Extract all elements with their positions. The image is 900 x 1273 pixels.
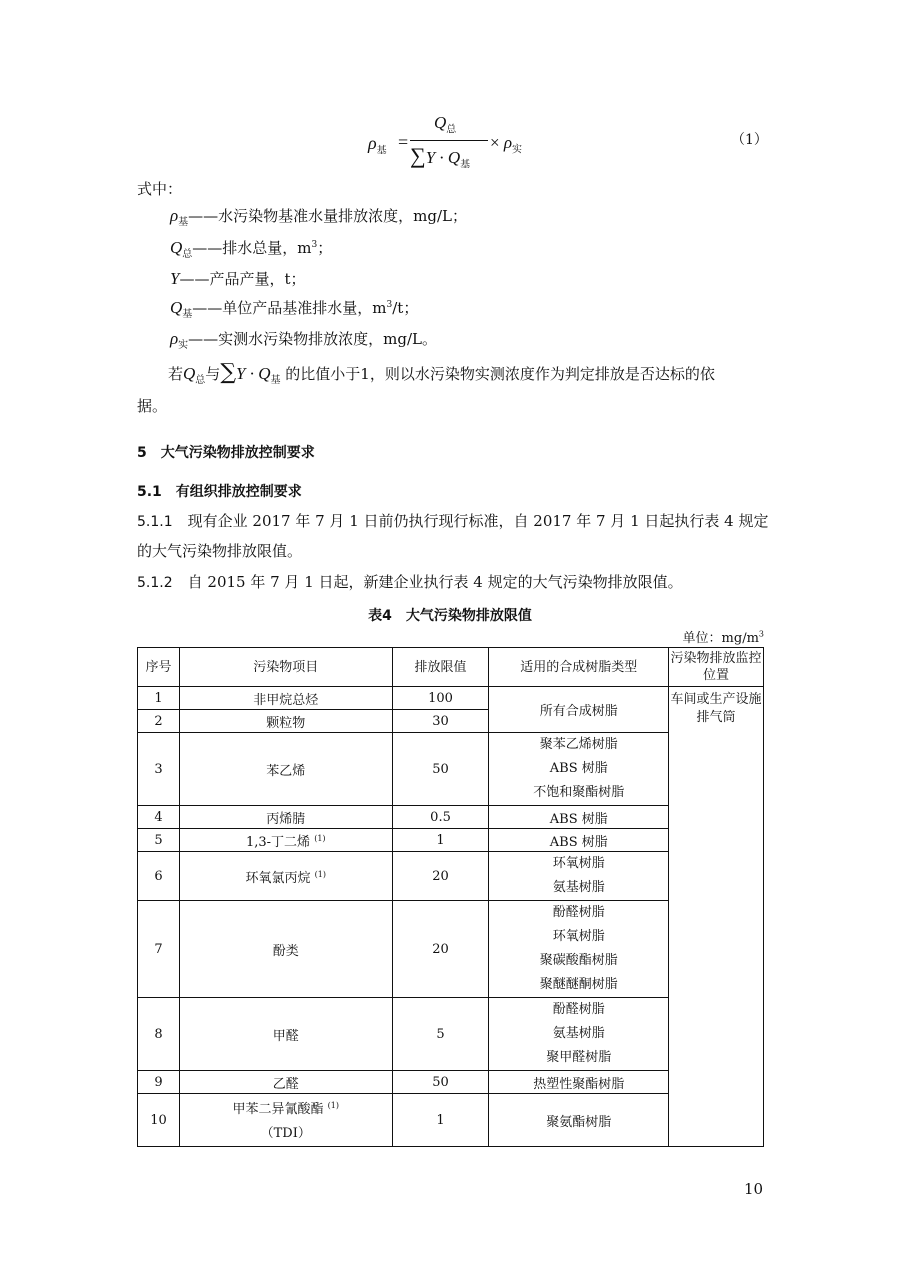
cell-no: 2 (138, 710, 180, 733)
cell-item: 乙醛 (179, 1071, 392, 1094)
cell-limit: 20 (392, 852, 489, 901)
cell-limit: 50 (392, 733, 489, 806)
formula-rhs: × $\rho_实$ (490, 133, 523, 156)
cell-resin (489, 733, 669, 806)
cell-limit: 1 (392, 1094, 489, 1147)
cell-no: 7 (138, 901, 180, 998)
formula-equals: = (398, 132, 409, 152)
cell-no: 1 (138, 687, 180, 710)
definition-rho-base: $\rho_基——$水污染物基准水量排放浓度，mg/L； (170, 206, 468, 228)
emission-limits-table (137, 647, 764, 1147)
clause-5-1-1-line-2: 的大气污染物排放限值。 (137, 542, 303, 560)
cell-resin: ABS 树脂 (489, 806, 669, 829)
formula-denominator: $\sum Y \cdot Q_基$ (410, 143, 471, 171)
table-header-row (138, 648, 764, 687)
table-unit: 单位：$mg/m^3$ (682, 629, 764, 646)
header-no: 序号 (138, 648, 180, 687)
cell-limit: 50 (392, 1071, 489, 1094)
equation-number: （1） (731, 132, 768, 148)
cell-limit: 20 (392, 901, 489, 998)
header-item: 污染物项目 (179, 648, 392, 687)
resin-item: 环氧树脂 (552, 856, 605, 871)
cell-no: 5 (138, 829, 180, 852)
formula-numerator: $Q_总$ (434, 113, 457, 136)
cell-resin (489, 901, 669, 998)
note-line-2: 据。 (137, 397, 168, 415)
definition-rho-actual: $\rho_实——$实测水污染物排放浓度，mg/L。 (170, 329, 438, 351)
cell-resin (489, 852, 669, 901)
note-line-1: 若$Q_总$与$\sum Y \cdot Q_基$ 的比值小于1，则以水污染物实测浓度作为判定排放是否达标的依 (168, 360, 715, 386)
cell-item: 甲醛 (179, 998, 392, 1071)
page-number: 10 (744, 1180, 764, 1198)
cell-item: 非甲烷总烃 (179, 687, 392, 710)
cell-resin (489, 998, 669, 1071)
resin-item: 酚醛树脂 (552, 905, 605, 920)
resin-item: 不饱和聚酯树脂 (533, 785, 625, 800)
where-label: 式中： (137, 180, 183, 198)
clause-5-1-2: 5.1.2 自 2015 年 7 月 1 日起，新建企业执行表 4 规定的大气污染物排放限值。 (137, 573, 683, 591)
cell-no: 6 (138, 852, 180, 901)
resin-item: 酚醛树脂 (552, 1002, 605, 1017)
resin-item: 氨基树脂 (552, 880, 605, 895)
header-location: 污染物排放监控位置 (669, 648, 764, 687)
definition-q-base: $Q_基——$单位产品基准排水量，$m^3/t$； (170, 298, 419, 320)
clause-5-1-1-line-1: 5.1.1 现有企业 2017 年 7 月 1 日前仍执行现行标准，自 2017 年 7 月 1 日起执行表 4 规定 (137, 512, 769, 530)
section-5-1-heading: 5.1 有组织排放控制要求 (137, 484, 302, 500)
cell-item: 环氧氯丙烷 $^{(1)}$ (179, 852, 392, 901)
cell-no: 8 (138, 998, 180, 1071)
cell-resin: ABS 树脂 (489, 829, 669, 852)
cell-resin: 热塑性聚酯树脂 (489, 1071, 669, 1094)
header-limit: 排放限值 (392, 648, 489, 687)
fraction-bar (410, 140, 488, 141)
cell-item: 1,3-丁二烯 $^{(1)}$ (179, 829, 392, 852)
definition-q-total: $Q_总——$排水总量，$m^3$； (170, 238, 333, 260)
header-resin: 适用的合成树脂类型 (489, 648, 669, 687)
cell-no: 10 (138, 1094, 180, 1147)
cell-item: 丙烯腈 (179, 806, 392, 829)
cell-no: 3 (138, 733, 180, 806)
formula-lhs: $\rho_基$ (368, 133, 387, 157)
resin-item: 聚苯乙烯树脂 (539, 737, 618, 752)
resin-item: 氨基树脂 (552, 1026, 605, 1041)
resin-item: 聚甲醛树脂 (546, 1050, 612, 1065)
cell-item: 颗粒物 (179, 710, 392, 733)
cell-item: 酚类 (179, 901, 392, 998)
cell-location: 车间或生产设施排气筒 (669, 687, 764, 1147)
definition-y: Y——产品产量，t； (170, 269, 306, 288)
table-row (138, 687, 764, 710)
cell-no: 4 (138, 806, 180, 829)
cell-limit: 0.5 (392, 806, 489, 829)
resin-item: 聚醚醚酮树脂 (539, 977, 618, 992)
section-5-heading: 5 大气污染物排放控制要求 (137, 445, 315, 461)
cell-resin: 所有合成树脂 (489, 687, 669, 733)
cell-limit: 5 (392, 998, 489, 1071)
cell-resin: 聚氨酯树脂 (489, 1094, 669, 1147)
cell-limit: 30 (392, 710, 489, 733)
cell-limit: 100 (392, 687, 489, 710)
resin-item: 聚碳酸酯树脂 (539, 953, 618, 968)
resin-item: 环氧树脂 (552, 929, 605, 944)
resin-item: ABS 树脂 (549, 761, 608, 776)
cell-limit: 1 (392, 829, 489, 852)
cell-item: 苯乙烯 (179, 733, 392, 806)
cell-item: 甲苯二异氰酸酯 $^{(1)}$ （TDI） (179, 1094, 392, 1147)
formula-1 (368, 113, 568, 173)
cell-no: 9 (138, 1071, 180, 1094)
table-caption: 表4 大气污染物排放限值 (368, 608, 532, 624)
